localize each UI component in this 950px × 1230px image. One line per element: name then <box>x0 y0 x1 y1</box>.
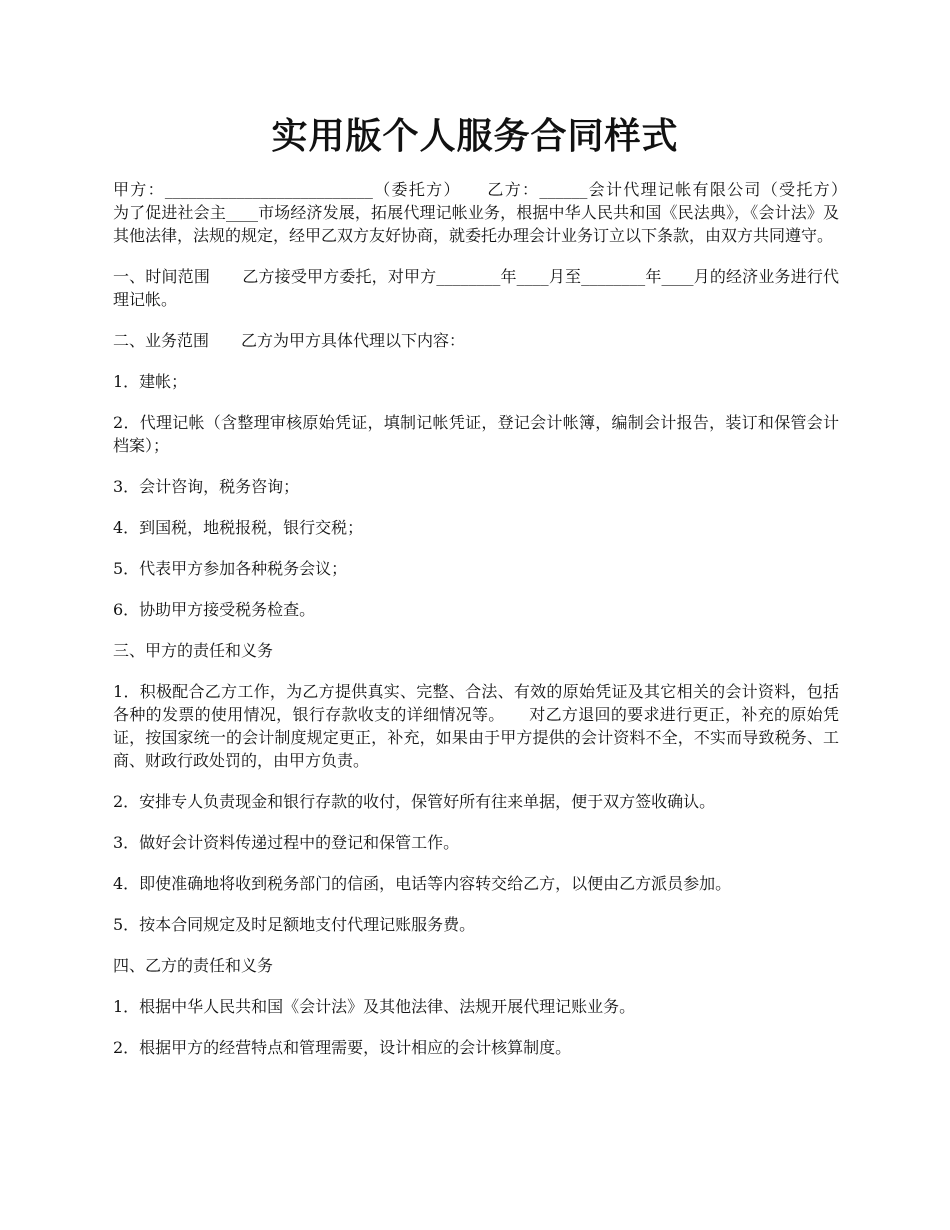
party-a-duty-5: 5．按本合同规定及时足额地支付代理记账服务费。 <box>113 915 476 934</box>
section-party-a-duties: 三、甲方的责任和义务 <box>113 641 274 660</box>
scope-item-5: 5．代表甲方参加各种税务会议； <box>113 559 348 578</box>
party-a-duty-4: 4．即使准确地将收到税务部门的信函，电话等内容转交给乙方，以便由乙方派员参加。 <box>113 874 732 893</box>
section-time-range: 一、时间范围 乙方接受甲方委托，对甲方________年____月至________年____月的经济业务进行代理记帐。 <box>113 267 839 309</box>
scope-item-2: 2．代理记帐（含整理审核原始凭证，填制记帐凭证，登记会计帐簿，编制会计报告，装订和保管会计档案）； <box>113 413 839 455</box>
section-business-scope: 二、业务范围 乙方为甲方具体代理以下内容： <box>113 331 466 350</box>
party-b-duty-1: 1．根据中华人民共和国《会计法》及其他法律、法规开展代理记账业务。 <box>113 997 636 1016</box>
scope-item-6: 6．协助甲方接受税务检查。 <box>113 600 316 619</box>
party-b-duty-2: 2．根据甲方的经营特点和管理需要，设计相应的会计核算制度。 <box>113 1038 572 1057</box>
document-title: 实用版个人服务合同样式 <box>271 116 679 157</box>
party-a-duty-1: 1．积极配合乙方工作，为乙方提供真实、完整、合法、有效的原始凭证及其它相关的会计资料，包括各种的发票的使用情况，银行存款收支的详细情况等。 对乙方退回的要求进行更正，补充的原始凭证，按国家统一的会计制度规定更正，补充，如果由于甲方提供的会计资料不全，不实而导致税务、工商、财政行政处罚的，由甲方负责。 <box>113 682 839 770</box>
scope-item-3: 3．会计咨询，税务咨询； <box>113 477 300 496</box>
scope-item-4: 4．到国税，地税报税，银行交税； <box>113 518 364 537</box>
party-a-duty-2: 2．安排专人负责现金和银行存款的收付，保管好所有往来单据，便于双方签收确认。 <box>113 792 716 811</box>
party-a-duty-3: 3．做好会计资料传递过程中的登记和保管工作。 <box>113 833 460 852</box>
preamble-paragraph: 甲方：__________________________（委托方） 乙方：______会计代理记帐有限公司（受托方） 为了促进社会主____市场经济发展，拓展代理记帐业务，根据中华人民共和国《民法典》，《会计法》及其他法律，法规的规定，经甲乙双方友好协商，就委托办理会计业务订立以下条款，由双方共同遵守。 <box>113 180 872 245</box>
scope-item-1: 1．建帐； <box>113 372 188 391</box>
document-body <box>113 178 872 1077</box>
section-party-b-duties: 四、乙方的责任和义务 <box>113 956 274 975</box>
